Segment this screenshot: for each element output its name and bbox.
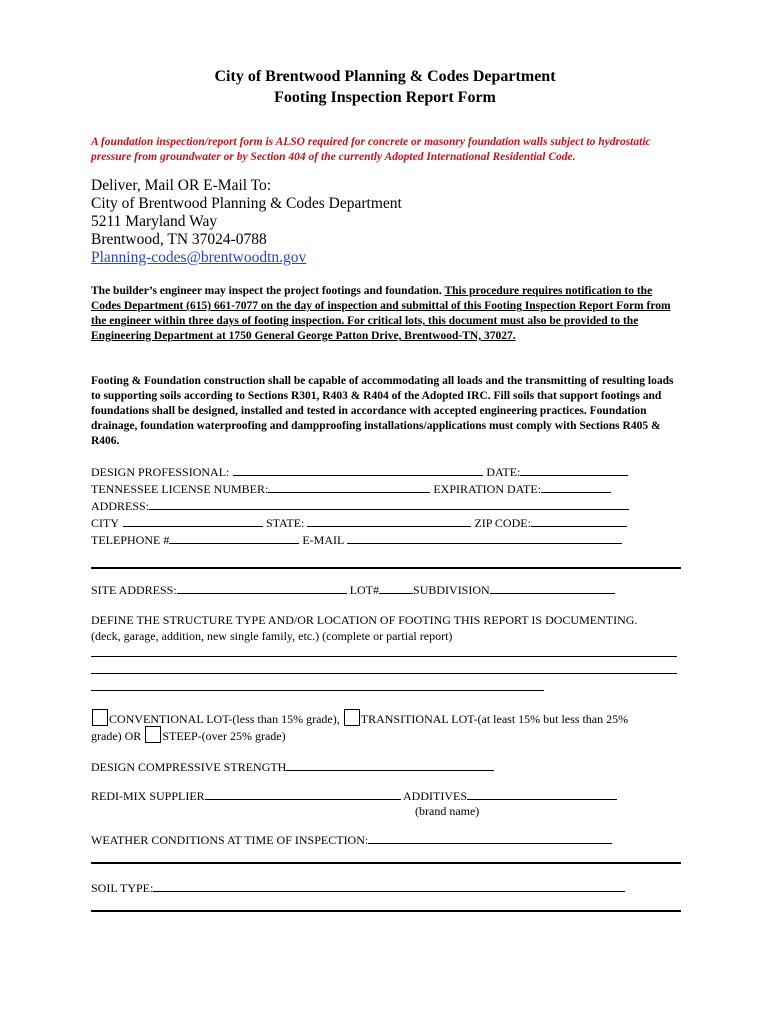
city-state-zip-row [91, 516, 627, 531]
transitional-lot-checkbox[interactable] [344, 709, 360, 726]
design-professional-row [91, 465, 628, 480]
section-divider-2 [91, 862, 681, 864]
construction-requirements-paragraph: Footing & Foundation construction shall be capable of accommodating all loads and the transmitting of resulting loads to supporting soils according to Sections R301, R403 & R404 of the Adopted IRC. Fill soils that support footings and foundations shall be designed, installed and tested in accordance with accepted engineering practices. Foundation drainage, foundation waterproofing and dampproofing installations/applications must comply with Sections R405 & R406. [91, 375, 674, 447]
telephone-email-row [91, 533, 622, 548]
delivery-street: 5211 Maryland Way [91, 213, 218, 230]
delivery-city: Brentwood, TN 37024-0788 [91, 231, 267, 248]
compressive-strength-field[interactable] [286, 760, 494, 771]
section-divider-3 [91, 910, 681, 912]
structure-examples: (deck, garage, addition, new single family, etc.) (complete or partial report) [91, 629, 453, 643]
date-field[interactable] [520, 465, 628, 476]
soil-row [91, 881, 625, 896]
design-professional-label: DESIGN PROFESSIONAL: [91, 465, 230, 479]
state-field[interactable] [307, 516, 471, 527]
license-field[interactable] [268, 482, 430, 493]
email-field[interactable] [347, 533, 622, 544]
structure-field-line-2[interactable] [91, 673, 677, 674]
expiration-label: EXPIRATION DATE: [433, 482, 542, 496]
delivery-intro: Deliver, Mail OR E-Mail To: [91, 177, 272, 194]
weather-label: WEATHER CONDITIONS AT TIME OF INSPECTION: [91, 833, 369, 847]
delivery-org: City of Brentwood Planning & Codes Department [91, 195, 402, 212]
city-field[interactable] [123, 516, 263, 527]
soil-type-field[interactable] [153, 881, 625, 892]
form-title: City of Brentwood Planning & Codes Department [214, 68, 556, 85]
brand-name-note: (brand name) [415, 804, 480, 818]
city-label: CITY [91, 516, 119, 530]
steep-lot-checkbox[interactable] [145, 726, 161, 743]
license-row [91, 482, 611, 497]
section-divider [91, 567, 681, 569]
compressive-strength-row [91, 760, 494, 775]
subdivision-field[interactable] [490, 583, 615, 594]
supplier-row [91, 789, 617, 804]
structure-instruction: DEFINE THE STRUCTURE TYPE AND/OR LOCATION OF FOOTING THIS REPORT IS DOCUMENTING. [91, 613, 638, 627]
compressive-strength-label: DESIGN COMPRESSIVE STRENGTH [91, 760, 287, 774]
conventional-lot-label: CONVENTIONAL LOT-(less than 15% grade), [109, 712, 340, 726]
additives-label: ADDITIVES [403, 789, 468, 803]
weather-row [91, 833, 612, 848]
lot-type-row-1 [91, 709, 628, 727]
zip-label: ZIP CODE: [474, 516, 531, 530]
design-professional-field[interactable] [233, 465, 483, 476]
steep-lot-label: STEEP-(over 25% grade) [162, 729, 286, 743]
weather-field[interactable] [368, 833, 612, 844]
delivery-email-link[interactable]: Planning-codes@brentwoodtn.gov [91, 249, 307, 266]
address-label: ADDRESS: [91, 499, 150, 513]
notification-requirement: This procedure requires notification to the Codes Department (615) 661-7077 on the day of inspection and submittal of this Footing Inspection Report Form from the engineer within three days of footing inspection. For critical lots, this document must also be provided to the Engineering Department at 1750 General George Patton Drive, Brentwood-TN, 37027. [91, 285, 671, 342]
structure-field-line-3[interactable] [91, 690, 544, 691]
supplier-label: REDI-MIX SUPPLIER [91, 789, 205, 803]
date-label: DATE: [486, 465, 521, 479]
email-label: E-MAIL [302, 533, 345, 547]
address-row [91, 499, 629, 514]
zip-field[interactable] [531, 516, 627, 527]
transitional-lot-label: TRANSITIONAL LOT-(at least 15% but less than 25% [360, 712, 629, 726]
notification-intro: The builder’s engineer may inspect the project footings and foundation. [91, 285, 445, 297]
telephone-field[interactable] [169, 533, 299, 544]
site-address-field[interactable] [177, 583, 347, 594]
additives-field[interactable] [467, 789, 617, 800]
structure-field-line-1[interactable] [91, 656, 677, 657]
subdivision-label: SUBDIVISION [413, 583, 490, 597]
license-label: TENNESSEE LICENSE NUMBER: [91, 482, 269, 496]
site-row [91, 583, 615, 598]
site-address-label: SITE ADDRESS: [91, 583, 177, 597]
lot-field[interactable] [379, 583, 413, 594]
supplier-field[interactable] [205, 789, 401, 800]
address-field[interactable] [149, 499, 629, 510]
lot-type-row-2 [91, 726, 286, 744]
state-label: STATE: [266, 516, 305, 530]
expiration-field[interactable] [541, 482, 611, 493]
delivery-address [91, 177, 402, 267]
form-subtitle: Footing Inspection Report Form [274, 89, 496, 106]
soil-type-label: SOIL TYPE: [91, 881, 154, 895]
telephone-label: TELEPHONE # [91, 533, 170, 547]
conventional-lot-checkbox[interactable] [92, 709, 108, 726]
notification-paragraph [91, 284, 683, 344]
lot-label: LOT# [349, 583, 380, 597]
grade-or-label: grade) OR [91, 729, 142, 743]
foundation-notice: A foundation inspection/report form is ALSO required for concrete or masonry foundation walls subject to hydrostatic pressure from groundwater or by Section 404 of the currently Adopted International Residential Code. [91, 136, 651, 163]
